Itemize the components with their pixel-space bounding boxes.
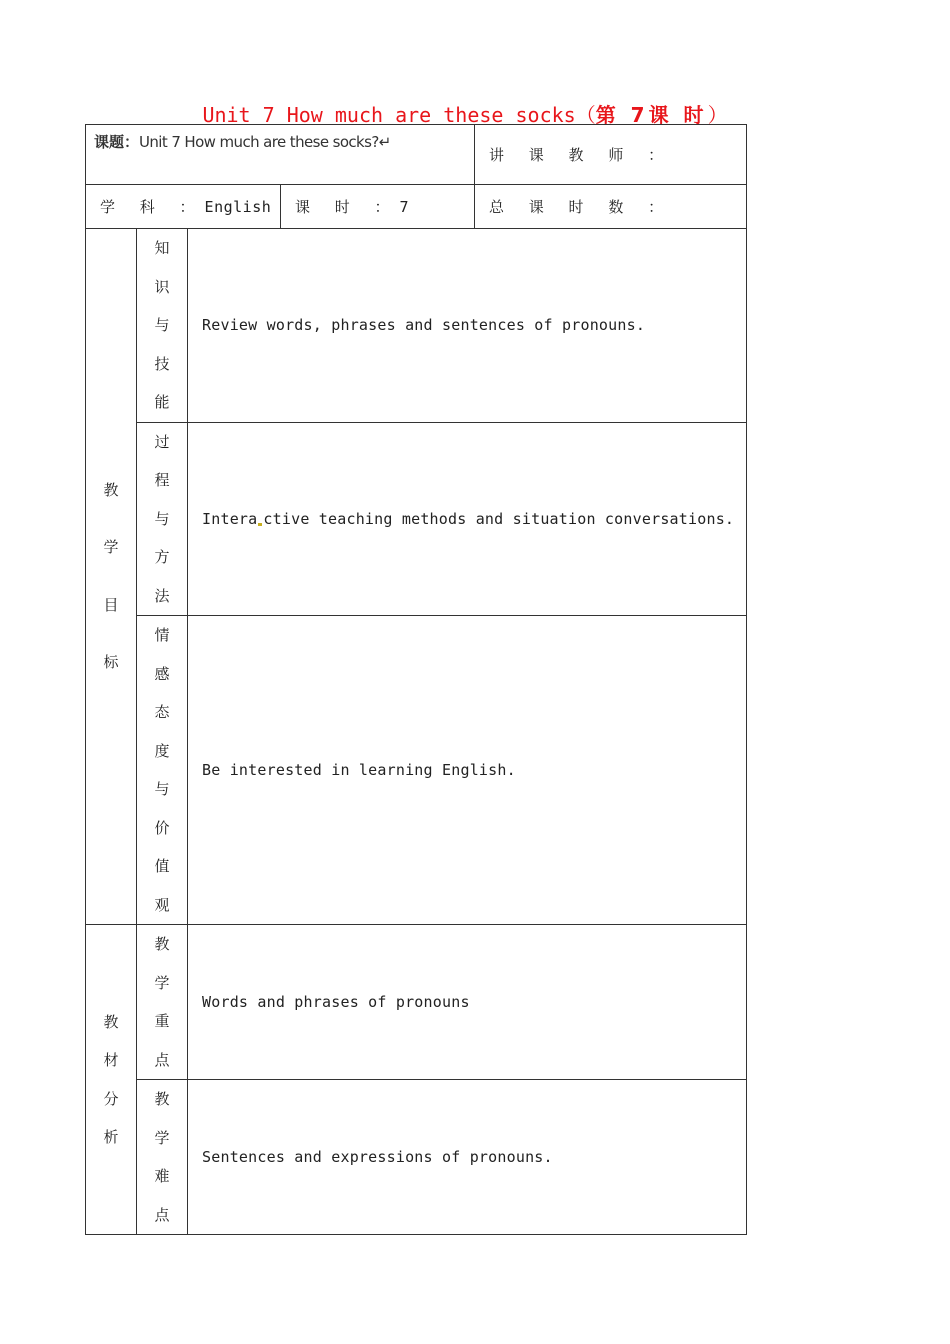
material-analysis-label: 教 材 分 析 <box>86 925 137 1235</box>
subject-value: English <box>204 198 272 216</box>
knowledge-skills-content: Review words, phrases and sentences of pronouns. <box>188 229 747 423</box>
subject-label: 学 科 ： <box>100 198 205 216</box>
process-methods-label: 过 程 与 方 法 <box>137 422 188 616</box>
goal-row-knowledge <box>86 229 747 423</box>
key-points-content: Words and phrases of pronouns <box>188 925 747 1080</box>
edit-mark <box>258 523 262 526</box>
period-value: 7 <box>399 198 419 216</box>
difficulties-content: Sentences and expressions of pronouns. <box>188 1080 747 1235</box>
key-points-label: 教 学 重 点 <box>137 925 188 1080</box>
topic-row <box>86 125 747 185</box>
lesson-plan-table <box>85 124 747 1235</box>
process-methods-content: Intera ctive teaching methods and situation conversations. <box>188 422 747 616</box>
topic-label: 课题： <box>94 133 140 151</box>
attitude-values-label: 情 感 态 度 与 价 值 观 <box>137 616 188 925</box>
period-label: 课 时 ： <box>295 198 400 216</box>
teacher-label: 讲 课 教 师 ： <box>475 125 747 185</box>
subject-row <box>86 185 747 229</box>
attitude-values-content: Be interested in learning English. <box>188 616 747 925</box>
knowledge-skills-label: 知 识 与 技 能 <box>137 229 188 423</box>
subject-cell <box>86 185 281 229</box>
goal-row-attitude <box>86 616 747 925</box>
document-title: Unit 7 How much are these socks（第 7课 时） <box>202 103 728 127</box>
period-cell <box>281 185 475 229</box>
topic-cell <box>86 125 475 185</box>
goal-row-process <box>86 422 747 616</box>
analysis-row-difficulties <box>86 1080 747 1235</box>
teaching-goals-label: 教 学 目 标 <box>86 229 137 925</box>
total-periods-label: 总 课 时 数 ： <box>475 185 747 229</box>
analysis-row-key-points <box>86 925 747 1080</box>
difficulties-label: 教 学 难 点 <box>137 1080 188 1235</box>
topic-value: Unit 7 How much are these socks?↵ <box>139 133 391 151</box>
